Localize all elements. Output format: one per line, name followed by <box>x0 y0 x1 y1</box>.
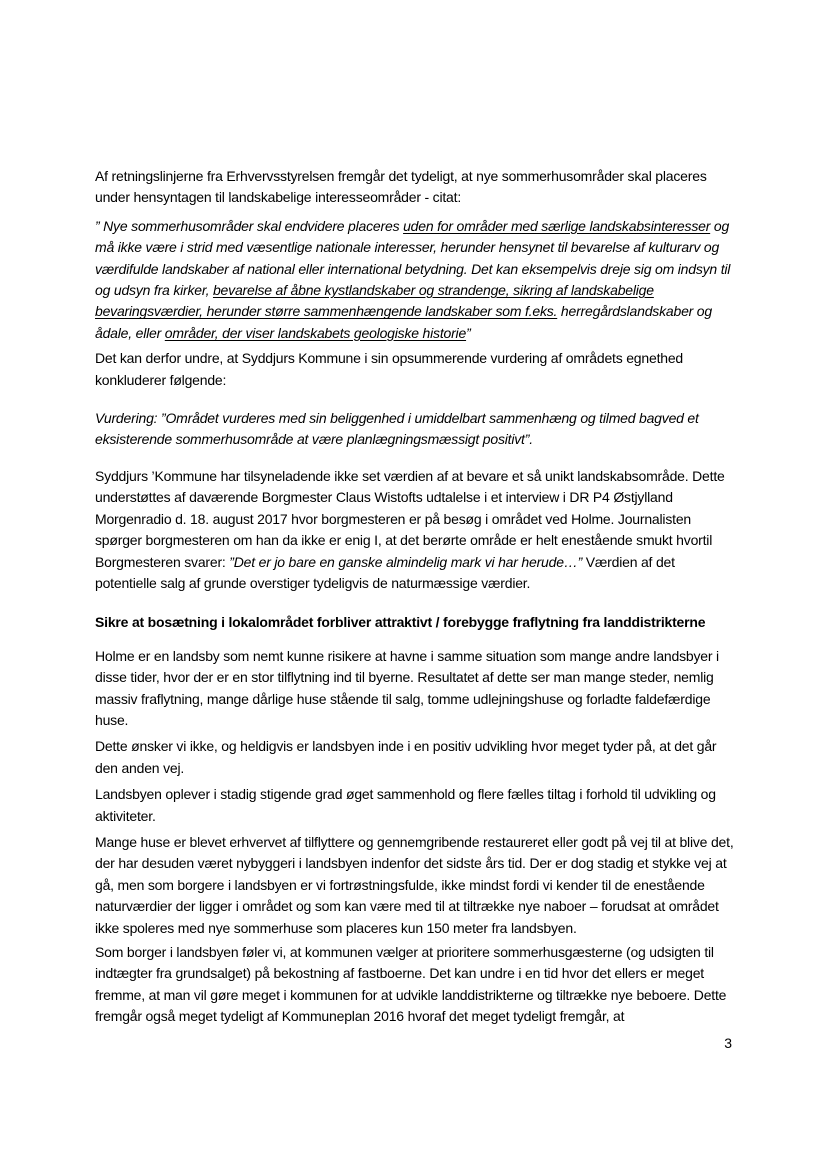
paragraph-dette-oensker: Dette ønsker vi ikke, og heldigvis er landsbyen inde i en positiv udvikling hvor meget tyder på, at det går den anden vej. <box>95 738 717 776</box>
text-segment: Værdien af det potentielle salg af grunde overstiger tydeligvis de naturmæssige værdier. <box>95 553 675 591</box>
page-number: 3 <box>724 1035 732 1051</box>
paragraph-vurdering-quote: Vurdering: ”Området vurderes med sin beliggenhed i umiddelbart sammenhæng og tilmed bagved et eksisterende sommerhusområde at være planlægningsmæssigt positivt”. <box>95 410 699 448</box>
paragraph-syddjurs-kommune <box>95 466 735 594</box>
document-body <box>95 0 735 1028</box>
quote-segment: herregårdslandskaber og ådale, eller <box>95 303 712 341</box>
paragraph-som-borger: Som borger i landsbyen føler vi, at kommunen vælger at prioritere sommerhusgæsterne (og udsigten til indtægter fra grundsalget) på bekostning af fastboerne. Det kan undre i en tid hvor det ellers er meget fremme, at man vil gøre meget i kommunen for at udvikle landdistrikterne og tiltrække nye beboere. Dette fremgår også meget tydeligt af Kommuneplan 2016 hvoraf det meget tydeligt fremgår, at <box>95 944 727 1025</box>
paragraph-intro: Af retningslinjerne fra Erhvervsstyrelsen fremgår det tydeligt, at nye sommerhusområder skal placeres under hensyntagen til landskabelige interesseområder - citat: <box>95 168 707 206</box>
quote-segment: og må ikke være i strid med væsentlige nationale interesser, herunder hensynet til bevarelse af kulturarv og værdifulde landskaber af national eller international betydning. Det kan eksempelvis dreje sig om indsyn til og udsyn fra kirker, <box>95 217 731 299</box>
quote-underlined-segment-1: uden for områder med særlige landskabsinteresser <box>403 217 711 234</box>
quote-underlined-segment-2: bevarelse af åbne kystlandskaber og strandenge, sikring af landskabelige bevaringsværdier, herunder større sammenhængende landskaber som f.eks. <box>95 282 654 320</box>
quote-closing-mark: ” <box>466 324 471 341</box>
paragraph-landsbyen-oplever: Landsbyen oplever i stadig stigende grad øget sammenhold og flere fælles tiltag i forhold til udvikling og aktiviteter. <box>95 786 716 824</box>
paragraph-holme-landsby: Holme er en landsby som nemt kunne risikere at havne i samme situation som mange andre landsbyer i disse tider, hvor der er en stor tilflytning ind til byerne. Resultatet af dette ser man mange steder, nemlig massiv fraflytning, mange dårlige huse stående til salg, tomme udlejningshuse og forladte faldefærdige huse. <box>95 647 719 728</box>
paragraph-guidelines-quote <box>95 216 735 344</box>
paragraph-mange-huse: Mange huse er blevet erhvervet af tilflyttere og gennemgribende restaureret eller godt på vej til at blive det, der har desuden været nybyggeri i landsbyen indenfor det sidste års tid. Der er dog stadig et stykke vej at gå, men som borgere i landsbyen er vi fortrøstningsfulde, ikke mindst fordi vi kender til de enestående naturværdier der ligger i området og som kan være med til at tiltrække nye naboer – forudsat at området ikke spoleres med nye sommerhuse som placeres kun 150 meter fra landsbyen. <box>95 833 734 936</box>
section-heading-bosaetning: Sikre at bosætning i lokalområdet forbliver attraktivt / forebygge fraflytning fra landdistrikterne <box>95 614 706 631</box>
quote-underlined-segment-3: områder, der viser landskabets geologiske historie <box>164 324 467 341</box>
mayor-quote: ”Det er jo bare en ganske almindelig mark vi har herude…” <box>229 553 583 570</box>
paragraph-undre: Det kan derfor undre, at Syddjurs Kommune i sin opsummerende vurdering af områdets egnethed konkluderer følgende: <box>95 350 684 388</box>
quote-segment: ” Nye sommerhusområder skal endvidere placeres <box>95 217 404 234</box>
text-segment: Syddjurs ’Kommune har tilsyneladende ikke set værdien af at bevare et så unikt landskabsområde. Dette understøttes af daværende Borgmester Claus Wistofts udtalelse i et interview i DR P4 Østjylland Morgenradio d. 18. august 2017 hvor borgmesteren er på besøg i området ved Holme. Journalisten spørger borgmesteren om han da ikke er enig I, at det berørte område er helt enestående smukt hvortil Borgmesteren svarer: <box>95 467 725 570</box>
